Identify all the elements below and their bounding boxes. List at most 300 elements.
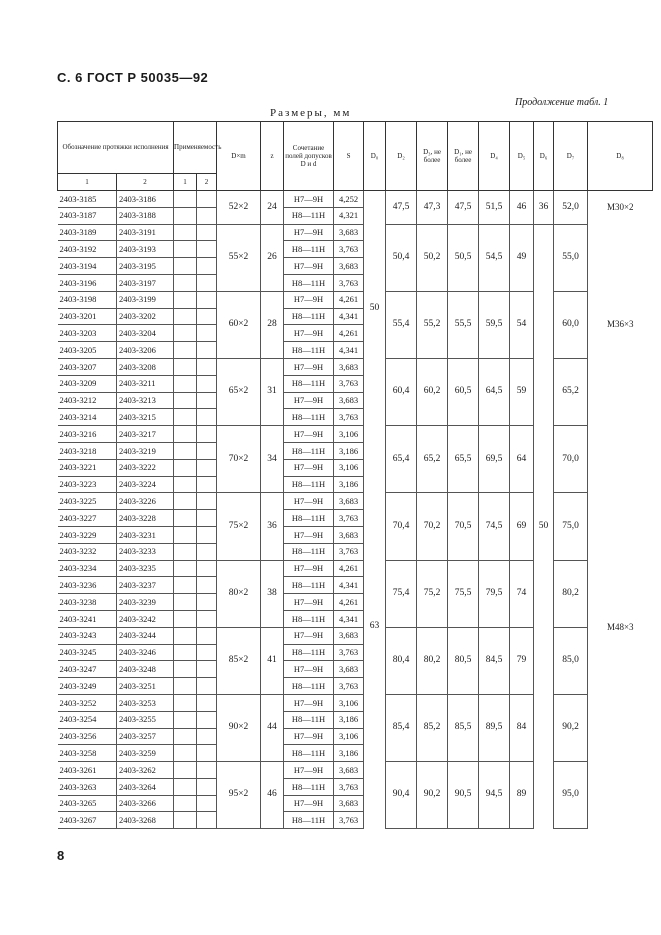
z-cell: 38 — [261, 560, 284, 627]
table-row — [58, 493, 653, 510]
designation-2-cell: 2403-3231 — [117, 526, 174, 543]
table-row — [58, 426, 653, 443]
d4-cell: 89,5 — [479, 694, 510, 761]
d1-cell: 80,5 — [448, 627, 479, 694]
application-1-cell — [174, 795, 197, 812]
application-1-cell — [174, 543, 197, 560]
application-2-cell — [197, 594, 217, 611]
s-cell: 4,341 — [334, 610, 364, 627]
application-2-cell — [197, 375, 217, 392]
d1-cell: 90,5 — [448, 762, 479, 829]
designation-1-cell: 2403-3243 — [58, 627, 117, 644]
application-2-cell — [197, 694, 217, 711]
designation-1-cell: 2403-3214 — [58, 409, 117, 426]
s-cell: 3,106 — [334, 459, 364, 476]
z-cell: 28 — [261, 291, 284, 358]
fit-cell: H8—11H — [284, 745, 334, 762]
designation-2-cell: 2403-3248 — [117, 661, 174, 678]
application-1-cell — [174, 224, 197, 241]
fit-cell: H7—9H — [284, 426, 334, 443]
application-2-cell — [197, 291, 217, 308]
d4-cell: 51,5 — [479, 191, 510, 225]
application-2-cell — [197, 728, 217, 745]
designation-2-cell: 2403-3202 — [117, 308, 174, 325]
application-1-cell — [174, 510, 197, 527]
application-1-cell — [174, 241, 197, 258]
designation-1-cell: 2403-3185 — [58, 191, 117, 208]
d4-cell: 79,5 — [479, 560, 510, 627]
application-2-cell — [197, 409, 217, 426]
application-1-cell — [174, 560, 197, 577]
table-row — [58, 224, 653, 241]
application-index-1: 1 — [174, 174, 197, 191]
fit-cell: H8—11H — [284, 577, 334, 594]
d5-cell: 89 — [510, 762, 534, 829]
designation-1-cell: 2403-3205 — [58, 342, 117, 359]
d7-cell: 65,2 — [554, 358, 588, 425]
designation-2-cell: 2403-3226 — [117, 493, 174, 510]
application-2-cell — [197, 812, 217, 829]
s-cell: 4,261 — [334, 291, 364, 308]
designation-2-cell: 2403-3204 — [117, 325, 174, 342]
designation-1-cell: 2403-3256 — [58, 728, 117, 745]
application-1-cell — [174, 442, 197, 459]
d4-cell: 74,5 — [479, 493, 510, 560]
d5-cell: 49 — [510, 224, 534, 291]
s-cell: 3,763 — [334, 241, 364, 258]
s-cell: 4,341 — [334, 577, 364, 594]
fit-cell: H8—11H — [284, 812, 334, 829]
d8-cell: M36×3 — [588, 224, 653, 426]
dxm-cell: 80×2 — [217, 560, 261, 627]
d2-cell: 85,4 — [386, 694, 417, 761]
application-1-cell — [174, 426, 197, 443]
d2-header: D₂ — [386, 122, 417, 191]
d3-cell: 75,2 — [417, 560, 448, 627]
designation-1-cell: 2403-3252 — [58, 694, 117, 711]
application-1-cell — [174, 342, 197, 359]
d8-header: D₈ — [588, 122, 653, 191]
fit-cell: H8—11H — [284, 442, 334, 459]
d5-cell: 59 — [510, 358, 534, 425]
designation-2-cell: 2403-3244 — [117, 627, 174, 644]
fit-cell: H7—9H — [284, 358, 334, 375]
designation-2-cell: 2403-3193 — [117, 241, 174, 258]
designation-2-cell: 2403-3219 — [117, 442, 174, 459]
designation-2-cell: 2403-3211 — [117, 375, 174, 392]
d5-cell: 64 — [510, 426, 534, 493]
d7-cell: 70,0 — [554, 426, 588, 493]
application-2-cell — [197, 543, 217, 560]
designation-1-cell: 2403-3209 — [58, 375, 117, 392]
fit-cell: H8—11H — [284, 644, 334, 661]
fit-cell: H7—9H — [284, 594, 334, 611]
application-1-cell — [174, 358, 197, 375]
s-cell: 3,186 — [334, 476, 364, 493]
application-header: Применяемость — [174, 122, 217, 174]
dxm-cell: 70×2 — [217, 426, 261, 493]
designation-header: Обозначение протяжки исполнения — [58, 122, 174, 174]
application-2-cell — [197, 358, 217, 375]
application-1-cell — [174, 459, 197, 476]
d0-header: D₀ — [364, 122, 386, 191]
d3-cell: 60,2 — [417, 358, 448, 425]
fit-cell: H8—11H — [284, 510, 334, 527]
d4-cell: 54,5 — [479, 224, 510, 291]
z-header: z — [261, 122, 284, 191]
s-header: S — [334, 122, 364, 191]
application-2-cell — [197, 526, 217, 543]
application-1-cell — [174, 661, 197, 678]
s-cell: 3,683 — [334, 392, 364, 409]
application-2-cell — [197, 510, 217, 527]
fit-cell: H7—9H — [284, 762, 334, 779]
application-1-cell — [174, 711, 197, 728]
designation-1-cell: 2403-3203 — [58, 325, 117, 342]
application-2-cell — [197, 308, 217, 325]
designation-2-cell: 2403-3264 — [117, 778, 174, 795]
designation-1-cell: 2403-3229 — [58, 526, 117, 543]
application-2-cell — [197, 258, 217, 275]
d2-cell: 50,4 — [386, 224, 417, 291]
designation-2-cell: 2403-3195 — [117, 258, 174, 275]
application-2-cell — [197, 426, 217, 443]
d3-cell: 55,2 — [417, 291, 448, 358]
d7-cell: 90,2 — [554, 694, 588, 761]
fit-cell: H8—11H — [284, 711, 334, 728]
designation-1-cell: 2403-3245 — [58, 644, 117, 661]
application-2-cell — [197, 459, 217, 476]
d3-cell: 47,3 — [417, 191, 448, 225]
fit-cell: H7—9H — [284, 661, 334, 678]
designation-1-cell: 2403-3238 — [58, 594, 117, 611]
designation-2-cell: 2403-3213 — [117, 392, 174, 409]
designation-2-cell: 2403-3242 — [117, 610, 174, 627]
application-1-cell — [174, 409, 197, 426]
dimensions-caption: Размеры, мм — [270, 107, 352, 119]
d2-cell: 60,4 — [386, 358, 417, 425]
d2-cell: 47,5 — [386, 191, 417, 225]
application-1-cell — [174, 207, 197, 224]
designation-1-cell: 2403-3212 — [58, 392, 117, 409]
designation-1-cell: 2403-3225 — [58, 493, 117, 510]
s-cell: 3,763 — [334, 678, 364, 695]
s-cell: 3,683 — [334, 258, 364, 275]
dxm-header: D×m — [217, 122, 261, 191]
application-1-cell — [174, 627, 197, 644]
s-cell: 3,683 — [334, 526, 364, 543]
fit-cell: H7—9H — [284, 224, 334, 241]
application-2-cell — [197, 610, 217, 627]
fit-cell: H8—11H — [284, 375, 334, 392]
application-1-cell — [174, 258, 197, 275]
z-cell: 41 — [261, 627, 284, 694]
application-2-cell — [197, 711, 217, 728]
s-cell: 3,683 — [334, 762, 364, 779]
d4-cell: 94,5 — [479, 762, 510, 829]
d7-cell: 85,0 — [554, 627, 588, 694]
designation-1-cell: 2403-3189 — [58, 224, 117, 241]
designation-2-cell: 2403-3268 — [117, 812, 174, 829]
d5-cell: 84 — [510, 694, 534, 761]
d3-cell: 90,2 — [417, 762, 448, 829]
designation-1-cell: 2403-3254 — [58, 711, 117, 728]
fit-cell: H7—9H — [284, 627, 334, 644]
fit-cell: H8—11H — [284, 207, 334, 224]
d7-header: D₇ — [554, 122, 588, 191]
dxm-cell: 90×2 — [217, 694, 261, 761]
table-row — [58, 560, 653, 577]
designation-1-cell: 2403-3216 — [58, 426, 117, 443]
application-2-cell — [197, 241, 217, 258]
d1-cell: 70,5 — [448, 493, 479, 560]
fit-cell: H8—11H — [284, 476, 334, 493]
d5-cell: 54 — [510, 291, 534, 358]
s-cell: 3,763 — [334, 510, 364, 527]
fit-cell: H8—11H — [284, 778, 334, 795]
application-1-cell — [174, 728, 197, 745]
application-2-cell — [197, 342, 217, 359]
fit-cell: H7—9H — [284, 459, 334, 476]
designation-2-cell: 2403-3255 — [117, 711, 174, 728]
application-2-cell — [197, 678, 217, 695]
designation-2-cell: 2403-3235 — [117, 560, 174, 577]
fit-cell: H7—9H — [284, 728, 334, 745]
z-cell: 34 — [261, 426, 284, 493]
designation-1-cell: 2403-3261 — [58, 762, 117, 779]
fit-cell: H7—9H — [284, 325, 334, 342]
fit-cell: H8—11H — [284, 543, 334, 560]
designation-1-cell: 2403-3265 — [58, 795, 117, 812]
fit-cell: H8—11H — [284, 342, 334, 359]
application-1-cell — [174, 778, 197, 795]
s-cell: 4,261 — [334, 560, 364, 577]
dimensions-table — [57, 121, 653, 829]
d0-cell: 63 — [364, 426, 386, 829]
application-1-cell — [174, 594, 197, 611]
d5-header: D₅ — [510, 122, 534, 191]
s-cell: 3,683 — [334, 358, 364, 375]
designation-1-cell: 2403-3232 — [58, 543, 117, 560]
d1-cell: 60,5 — [448, 358, 479, 425]
application-2-cell — [197, 627, 217, 644]
z-cell: 46 — [261, 762, 284, 829]
s-cell: 3,683 — [334, 795, 364, 812]
designation-2-cell: 2403-3224 — [117, 476, 174, 493]
d4-cell: 69,5 — [479, 426, 510, 493]
d3-cell: 70,2 — [417, 493, 448, 560]
application-1-cell — [174, 476, 197, 493]
d7-cell: 52,0 — [554, 191, 588, 225]
d1-header: D₁, не более — [448, 122, 479, 191]
fit-cell: H7—9H — [284, 392, 334, 409]
designation-2-cell: 2403-3253 — [117, 694, 174, 711]
designation-1-cell: 2403-3249 — [58, 678, 117, 695]
d6-cell: 36 — [534, 191, 554, 225]
designation-2-cell: 2403-3208 — [117, 358, 174, 375]
d7-cell: 55,0 — [554, 224, 588, 291]
table-row — [58, 291, 653, 308]
fit-cell: H8—11H — [284, 678, 334, 695]
z-cell: 44 — [261, 694, 284, 761]
designation-1-cell: 2403-3196 — [58, 274, 117, 291]
application-1-cell — [174, 191, 197, 208]
d3-cell: 85,2 — [417, 694, 448, 761]
d0-cell: 50 — [364, 191, 386, 426]
application-2-cell — [197, 778, 217, 795]
designation-2-cell: 2403-3222 — [117, 459, 174, 476]
designation-1-cell: 2403-3263 — [58, 778, 117, 795]
designation-2-cell: 2403-3233 — [117, 543, 174, 560]
d3-cell: 80,2 — [417, 627, 448, 694]
designation-1-cell: 2403-3241 — [58, 610, 117, 627]
z-cell: 36 — [261, 493, 284, 560]
fit-cell: H7—9H — [284, 191, 334, 208]
d3-cell: 65,2 — [417, 426, 448, 493]
designation-2-cell: 2403-3197 — [117, 274, 174, 291]
fit-header: Сочетание полей допусков D и d — [284, 122, 334, 191]
application-1-cell — [174, 308, 197, 325]
d3-header: D₃, не более — [417, 122, 448, 191]
fit-cell: H8—11H — [284, 241, 334, 258]
application-1-cell — [174, 762, 197, 779]
designation-1-cell: 2403-3187 — [58, 207, 117, 224]
designation-2-cell: 2403-3215 — [117, 409, 174, 426]
dxm-cell: 95×2 — [217, 762, 261, 829]
s-cell: 3,763 — [334, 375, 364, 392]
application-2-cell — [197, 644, 217, 661]
application-1-cell — [174, 577, 197, 594]
table-row — [58, 627, 653, 644]
designation-2-cell: 2403-3217 — [117, 426, 174, 443]
d6-header: D₆ — [534, 122, 554, 191]
designation-2-cell: 2403-3206 — [117, 342, 174, 359]
table-continuation-note: Продолжение табл. 1 — [515, 97, 609, 108]
s-cell: 3,683 — [334, 661, 364, 678]
d7-cell: 80,2 — [554, 560, 588, 627]
designation-2-cell: 2403-3266 — [117, 795, 174, 812]
designation-2-cell: 2403-3186 — [117, 191, 174, 208]
application-2-cell — [197, 476, 217, 493]
designation-1-cell: 2403-3218 — [58, 442, 117, 459]
fit-cell: H7—9H — [284, 526, 334, 543]
page-number: 8 — [57, 848, 65, 863]
designation-2-cell: 2403-3228 — [117, 510, 174, 527]
designation-2-cell: 2403-3188 — [117, 207, 174, 224]
d8-cell: M30×2 — [588, 191, 653, 225]
application-2-cell — [197, 392, 217, 409]
application-2-cell — [197, 577, 217, 594]
s-cell: 4,261 — [334, 594, 364, 611]
dxm-cell: 65×2 — [217, 358, 261, 425]
dxm-cell: 55×2 — [217, 224, 261, 291]
d1-cell: 65,5 — [448, 426, 479, 493]
table-row — [58, 762, 653, 779]
s-cell: 3,106 — [334, 728, 364, 745]
s-cell: 3,763 — [334, 644, 364, 661]
d7-cell: 75,0 — [554, 493, 588, 560]
application-2-cell — [197, 274, 217, 291]
d2-cell: 65,4 — [386, 426, 417, 493]
application-1-cell — [174, 644, 197, 661]
d5-cell: 46 — [510, 191, 534, 225]
s-cell: 3,683 — [334, 224, 364, 241]
fit-cell: H7—9H — [284, 291, 334, 308]
page-header: С. 6 ГОСТ Р 50035—92 — [57, 70, 209, 85]
application-1-cell — [174, 694, 197, 711]
dxm-cell: 60×2 — [217, 291, 261, 358]
fit-cell: H7—9H — [284, 560, 334, 577]
s-cell: 3,186 — [334, 442, 364, 459]
designation-1-cell: 2403-3236 — [58, 577, 117, 594]
application-index-2: 2 — [197, 174, 217, 191]
z-cell: 24 — [261, 191, 284, 225]
application-2-cell — [197, 661, 217, 678]
table-body — [58, 191, 653, 829]
d7-cell: 95,0 — [554, 762, 588, 829]
d4-header: D₄ — [479, 122, 510, 191]
dxm-cell: 75×2 — [217, 493, 261, 560]
application-1-cell — [174, 291, 197, 308]
application-1-cell — [174, 745, 197, 762]
d5-cell: 74 — [510, 560, 534, 627]
designation-1-cell: 2403-3267 — [58, 812, 117, 829]
s-cell: 4,321 — [334, 207, 364, 224]
d8-cell: M48×3 — [588, 426, 653, 829]
d5-cell: 79 — [510, 627, 534, 694]
application-2-cell — [197, 224, 217, 241]
designation-index-2: 2 — [117, 174, 174, 191]
d1-cell: 47,5 — [448, 191, 479, 225]
d6-cell: 50 — [534, 224, 554, 829]
table-row — [58, 358, 653, 375]
s-cell: 4,252 — [334, 191, 364, 208]
application-1-cell — [174, 610, 197, 627]
designation-1-cell: 2403-3227 — [58, 510, 117, 527]
fit-cell: H8—11H — [284, 308, 334, 325]
designation-2-cell: 2403-3246 — [117, 644, 174, 661]
designation-1-cell: 2403-3198 — [58, 291, 117, 308]
fit-cell: H8—11H — [284, 610, 334, 627]
s-cell: 4,341 — [334, 342, 364, 359]
fit-cell: H7—9H — [284, 795, 334, 812]
application-2-cell — [197, 325, 217, 342]
s-cell: 3,763 — [334, 543, 364, 560]
d2-cell: 90,4 — [386, 762, 417, 829]
application-2-cell — [197, 762, 217, 779]
application-1-cell — [174, 325, 197, 342]
fit-cell: H8—11H — [284, 274, 334, 291]
s-cell: 3,186 — [334, 711, 364, 728]
s-cell: 3,106 — [334, 426, 364, 443]
d5-cell: 69 — [510, 493, 534, 560]
d7-cell: 60,0 — [554, 291, 588, 358]
application-1-cell — [174, 274, 197, 291]
application-2-cell — [197, 745, 217, 762]
designation-2-cell: 2403-3257 — [117, 728, 174, 745]
s-cell: 3,763 — [334, 409, 364, 426]
designation-2-cell: 2403-3237 — [117, 577, 174, 594]
s-cell: 3,763 — [334, 274, 364, 291]
d2-cell: 80,4 — [386, 627, 417, 694]
d2-cell: 70,4 — [386, 493, 417, 560]
s-cell: 4,261 — [334, 325, 364, 342]
designation-1-cell: 2403-3221 — [58, 459, 117, 476]
designation-2-cell: 2403-3191 — [117, 224, 174, 241]
z-cell: 26 — [261, 224, 284, 291]
s-cell: 3,763 — [334, 778, 364, 795]
application-1-cell — [174, 375, 197, 392]
